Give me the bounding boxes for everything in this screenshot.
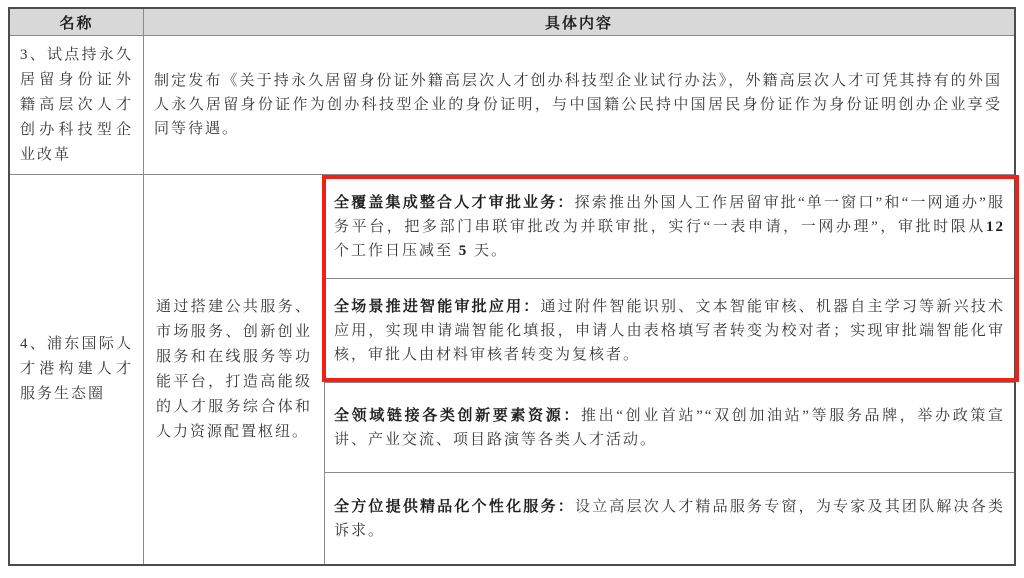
item-text: 全领域链接各类创新要素资源：推出“创业首站”“双创加油站”等服务品牌，举办政策宣讲、产业交流、项目路演等各类人才活动。 [334,407,1005,448]
row4-overview-cell [144,175,324,564]
header-cell-content [144,9,1014,35]
row4-name-cell [10,175,143,564]
policy-table [8,7,1016,566]
row3-content-text: 制定发布《关于持永久居留身份证外籍高层次人才创办科技型企业试行办法》，外籍高层次人才可凭其持有的外国人永久居留身份证作为创办科技型企业的身份证明，与中国籍公民持中国居民身份证作为身份证明创办企业享受同等待遇。 [154,73,1002,137]
row4-name-text: 4、浦东国际人才港构建人才服务生态圈 [20,336,133,402]
item-text: 全方位提供精品化个性化服务：设立高层次人才精品服务专窗，为专家及其团队解决各类诉求。 [334,498,1005,539]
item-head: 全场景推进智能审批应用： [334,298,541,315]
row4-item-smart-approval [325,279,1014,382]
item-text: 全场景推进智能审批应用：通过附件智能识别、文本智能审核、机器自主学习等新兴技术应用，实现申请端智能化填报，申请人由表格填写者转变为校对者；实现审批端智能化审核，审批人由材料审核者转变为复核者。 [334,298,1005,363]
row4-overview-text: 通过搭建公共服务、市场服务、创新创业服务和在线服务等功能平台，打造高能级的人才服务综合体和人力资源配置枢纽。 [156,298,312,440]
item-text: 全覆盖集成整合人才审批业务：探索推出外国人工作居留审批“单一窗口”和“一网通办”服务平台，把多部门串联审批改为并联审批，实行“一表申请，一网办理”，审批时限从12 个工作日压减至 5 天。 [334,194,1005,259]
item-head: 全方位提供精品化个性化服务： [334,498,575,515]
row3-name-cell [10,36,143,174]
item-head: 全覆盖集成整合人才审批业务： [334,194,575,211]
header-name-label: 名称 [59,14,94,32]
row3-content-cell [144,36,1014,174]
row4-item-innovation-resources [325,383,1014,472]
header-content-label: 具体内容 [544,14,613,32]
header-cell-name [10,9,143,35]
row4-item-personalized-service [325,473,1014,564]
row3-name-text: 3、试点持永久居留身份证外籍高层次人才创办科技型企业改革 [20,46,133,163]
row4-item-approval-integration [325,175,1014,278]
item-head: 全领域链接各类创新要素资源： [334,407,581,424]
